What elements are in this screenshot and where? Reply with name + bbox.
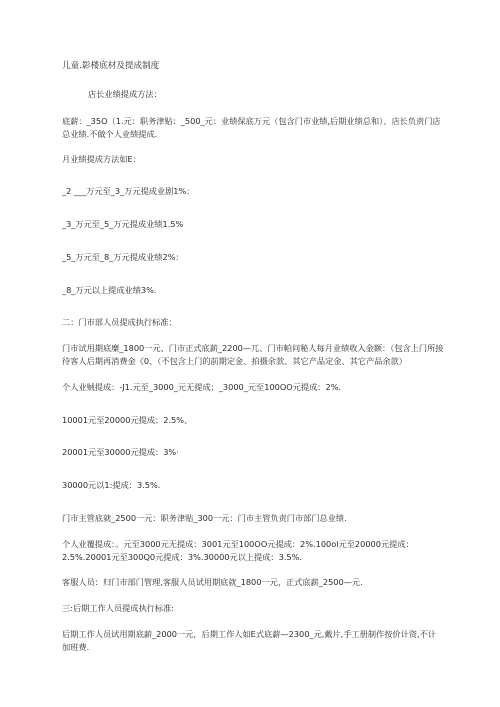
paragraph-sales-tier-10001: 10001元至20000元提成；2.5%、 <box>62 414 193 425</box>
section-post-production-heading: 三:后期工作人员提成执行标准: <box>62 603 174 614</box>
paragraph-customer-service: 客服人员：归门市部门管理,客服人员试用期底就_1800一元，正式底薪_2500—元. <box>62 577 363 588</box>
paragraph-supervisor-commission: 个人业覆提成：。元至3000元无提成：3001元至100OO元提成：2%.100ol元至20000元提成：2.5%.20001元至300Q0元提成：3%.30000元以上提成：3.5%. <box>62 538 414 562</box>
paragraph-tier-8-plus: _8_万元以上提成业绩3%. <box>62 284 157 295</box>
section-sales-heading: 二：门市部人员提成执行标准： <box>62 317 177 328</box>
section-store-manager-heading: 店长业绩提成方法： <box>88 89 162 99</box>
paragraph-sales-tier-30000: 30000元以1:提成：3.5%. <box>62 480 161 491</box>
paragraph-sales-supervisor: 门市主管底就_2500一元：职务津贴_300一元：门市主管负责门市部门总业绩. <box>62 512 347 523</box>
paragraph-manager-salary: 底薪：_35O（1.元：职务津贴：_500_元：业绩保底万元（包含门市业绩,后期业绩总和）、店长负责门店总业绩.不做个人业绩提成. <box>62 115 441 139</box>
paragraph-tier-2-3: _2 ___万元至_3_万元提成业剧1%： <box>62 186 195 197</box>
document-title: 儿童.影楼底材及提成制度 <box>62 61 160 71</box>
paragraph-sales-commission: 个人业贼提成：-J1.元至_3000_元无提成；_3000_元至100OO元提成：2%. <box>62 381 342 392</box>
paragraph-tier-5-8: _5_万元至_8_万元提成业绩2%： <box>62 251 184 262</box>
paragraph-sales-salary: 门市试用期底糜_1800一元、门市正式底薪_2200—兀、门市帕问秘人每月业绩收入金额：（包含上门所接待客人后期再消费金《0、（不包含上门的前期定金、拍摄余款、其它产品定金、其它产品余款） <box>62 343 444 366</box>
paragraph-tier-3-5: _3_万元至_5_万元提成业绩1.5% <box>62 218 184 229</box>
paragraph-post-production-salary: 后期工作人员试用期底薪_2000一元，后期工作人如E式底薪—2300_元,戴片,手工册制作按价计资,不计加班费. <box>62 628 436 652</box>
paragraph-sales-tier-20001: 20001元至30000元提成：3%· <box>62 447 179 458</box>
paragraph-monthly-method: 月业绩提成方法如E： <box>62 154 141 165</box>
